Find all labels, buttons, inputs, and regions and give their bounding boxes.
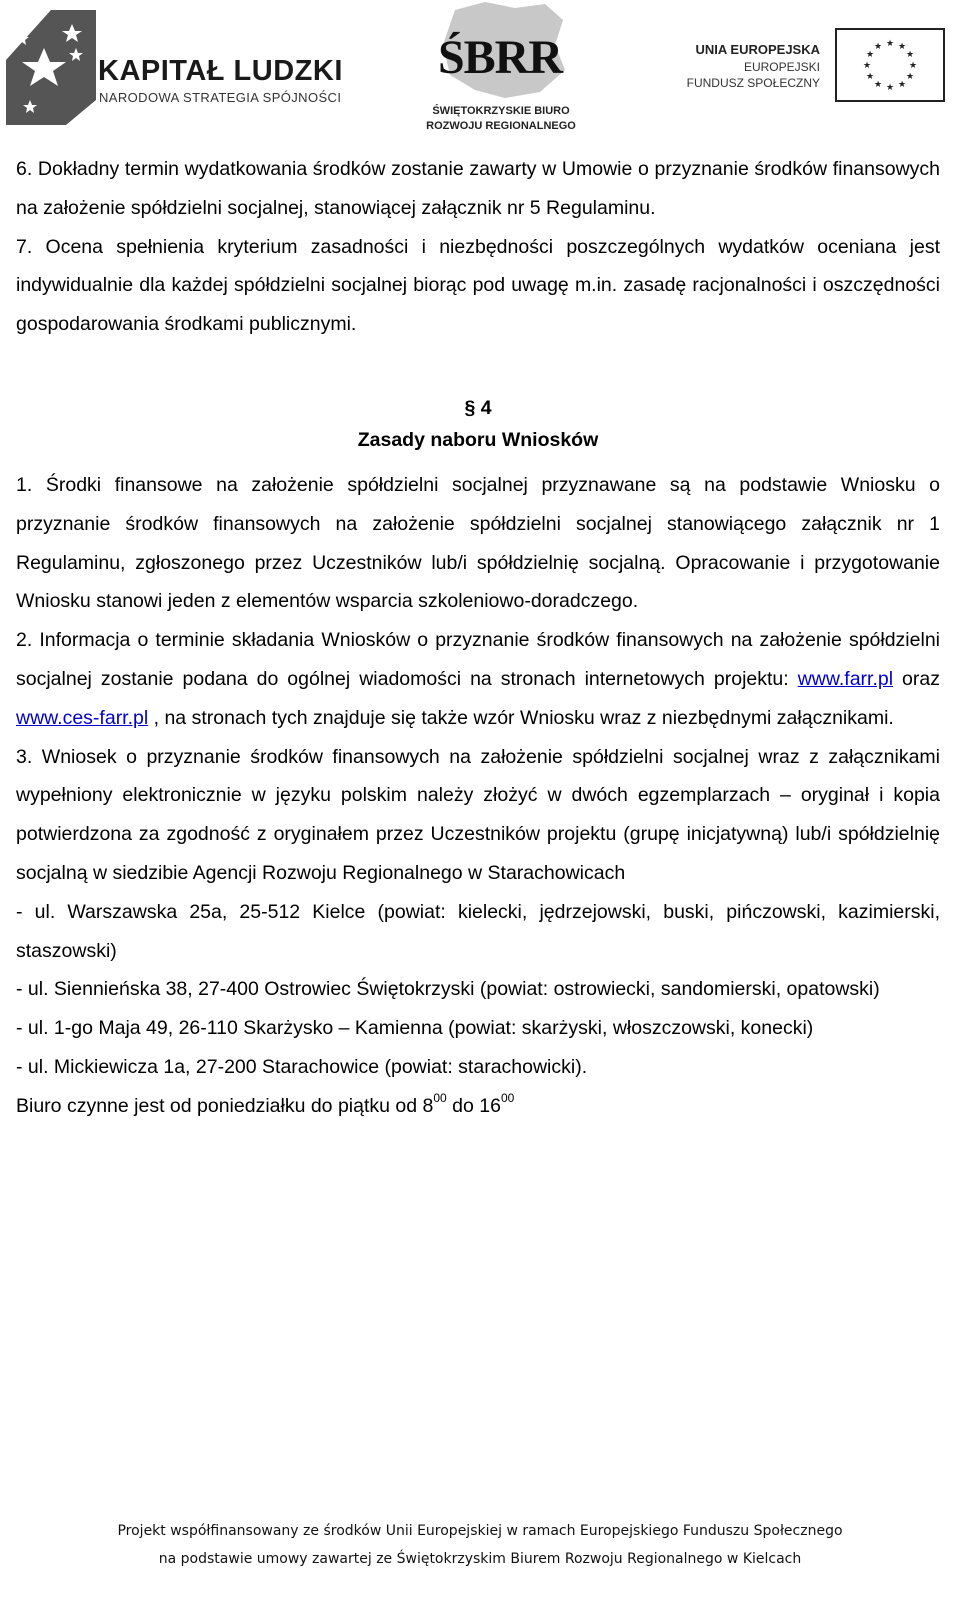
- svg-text:★: ★: [905, 50, 915, 60]
- paragraph-item-7: 7. Ocena spełnienia kryterium zasadności i niezbędności poszczególnych wydatków oceniana jest indywidualnie dla każdej spółdzielni socjalnej biorąc pod uwagę m.in. zasadę racjonalności i oszczędności gospodarowania środkami publicznymi.: [16, 235, 940, 336]
- item2-text-c: , na stronach tych znajduje się także wzór Wniosku wraz z niezbędnymi załącznikami.: [148, 706, 894, 729]
- svg-text:★: ★: [897, 80, 907, 90]
- kapital-ludzki-star-icon: [6, 10, 96, 125]
- sbrr-logo: [425, 0, 585, 140]
- eu-line-3: FUNDUSZ SPOŁECZNY: [686, 76, 820, 90]
- svg-text:★: ★: [905, 72, 915, 82]
- hours-text-b: do 16: [446, 1094, 501, 1117]
- kapital-ludzki-logo: [6, 10, 351, 125]
- address-line-2: - ul. Siennieńska 38, 27-400 Ostrowiec Świętokrzyski (powiat: ostrowiecki, sandomierski, opatowski): [16, 978, 880, 1001]
- link-ces-farr[interactable]: www.ces-farr.pl: [16, 706, 149, 729]
- page-footer: [0, 1517, 960, 1573]
- eu-logo: [685, 28, 945, 108]
- kapital-ludzki-title: KAPITAŁ LUDZKI: [98, 55, 343, 87]
- eu-line-2: EUROPEJSKI: [743, 60, 820, 74]
- hours-sup-2: 00: [500, 1091, 515, 1106]
- address-line-3: - ul. 1-go Maja 49, 26-110 Skarżysko – Kamienna (powiat: skarżyski, włoszczowski, konecki): [16, 1017, 814, 1040]
- paragraph-section4-item-1: 1. Środki finansowe na założenie spółdzielni socjalnej przyznawane są na podstawie Wniosku o przyznanie środków finansowych na założenie spółdzielni socjalnej stanowiącego załącznik nr 1 Regulaminu, zgłoszonego przez Uczestników lub/i spółdzielnię socjalną. Opracowanie i przygotowanie Wniosku stanowi jeden z elementów wsparcia szkoleniowo-doradczego.: [16, 473, 940, 613]
- item2-text-a: 2. Informacja o terminie składania Wniosków o przyznanie środków finansowych na założenie spółdzielni socjalnej zostanie podana do ogólnej wiadomości na stronach internetowych projektu:: [16, 629, 940, 690]
- svg-text:★: ★: [862, 61, 872, 71]
- section-number: § 4: [464, 396, 492, 419]
- sbrr-line-1: ŚWIĘTOKRZYSKIE BIURO: [432, 105, 570, 117]
- document-body: [16, 150, 940, 1126]
- svg-text:★: ★: [873, 80, 883, 90]
- address-line-4: - ul. Mickiewicza 1a, 27-200 Starachowice (powiat: starachowicki).: [16, 1055, 588, 1078]
- svg-text:★: ★: [865, 50, 875, 60]
- hours-sup-1: 00: [433, 1091, 447, 1106]
- item2-text-b: oraz: [893, 667, 940, 690]
- sbrr-logo-text: ŚBRR: [437, 31, 563, 84]
- eu-line-1: UNIA EUROPEJSKA: [695, 42, 820, 57]
- svg-text:★: ★: [908, 61, 918, 71]
- sbrr-line-2: ROZWOJU REGIONALNEGO: [426, 120, 576, 132]
- section-title: Zasady naboru Wniosków: [357, 428, 599, 451]
- kapital-ludzki-subtitle: NARODOWA STRATEGIA SPÓJNOŚCI: [99, 90, 342, 105]
- svg-text:★: ★: [873, 42, 883, 52]
- office-hours: [16, 1087, 940, 1126]
- svg-text:★: ★: [885, 83, 895, 93]
- svg-text:★: ★: [897, 42, 907, 52]
- paragraph-section4-item-2: [16, 621, 940, 737]
- section-heading: [16, 392, 940, 456]
- paragraph-item-6: 6. Dokładny termin wydatkowania środków zostanie zawarty w Umowie o przyznanie środków finansowych na założenie spółdzielni socjalnej, stanowiącej załącznik nr 5 Regulaminu.: [16, 158, 940, 219]
- footer-line-2: na podstawie umowy zawartej ze Świętokrzyskim Biurem Rozwoju Regionalnego w Kielcach: [158, 1551, 802, 1567]
- footer-line-1: Projekt współfinansowany ze środków Unii Europejskiej w ramach Europejskiego Funduszu Społecznego: [117, 1523, 843, 1539]
- eu-flag-icon: [835, 28, 945, 102]
- svg-text:★: ★: [865, 72, 875, 82]
- page-header: [0, 0, 960, 140]
- svg-text:★: ★: [885, 39, 895, 49]
- address-line-1: - ul. Warszawska 25a, 25-512 Kielce (powiat: kielecki, jędrzejowski, buski, pińczowski, kazimierski, staszowski): [16, 900, 940, 962]
- hours-text-a: Biuro czynne jest od poniedziałku do piątku od 8: [16, 1094, 434, 1117]
- paragraph-section4-item-3: 3. Wniosek o przyznanie środków finansowych na założenie spółdzielni socjalnej wraz z załącznikami wypełniony elektronicznie w języku polskim należy złożyć w dwóch egzemplarzach – oryginał i kopia potwierdzona za zgodność z oryginałem przez Uczestników projektu (grupę inicjatywną) lub/i spółdzielnię socjalną w siedzibie Agencji Rozwoju Regionalnego w Starachowicach: [16, 745, 940, 884]
- link-farr[interactable]: www.farr.pl: [797, 667, 894, 690]
